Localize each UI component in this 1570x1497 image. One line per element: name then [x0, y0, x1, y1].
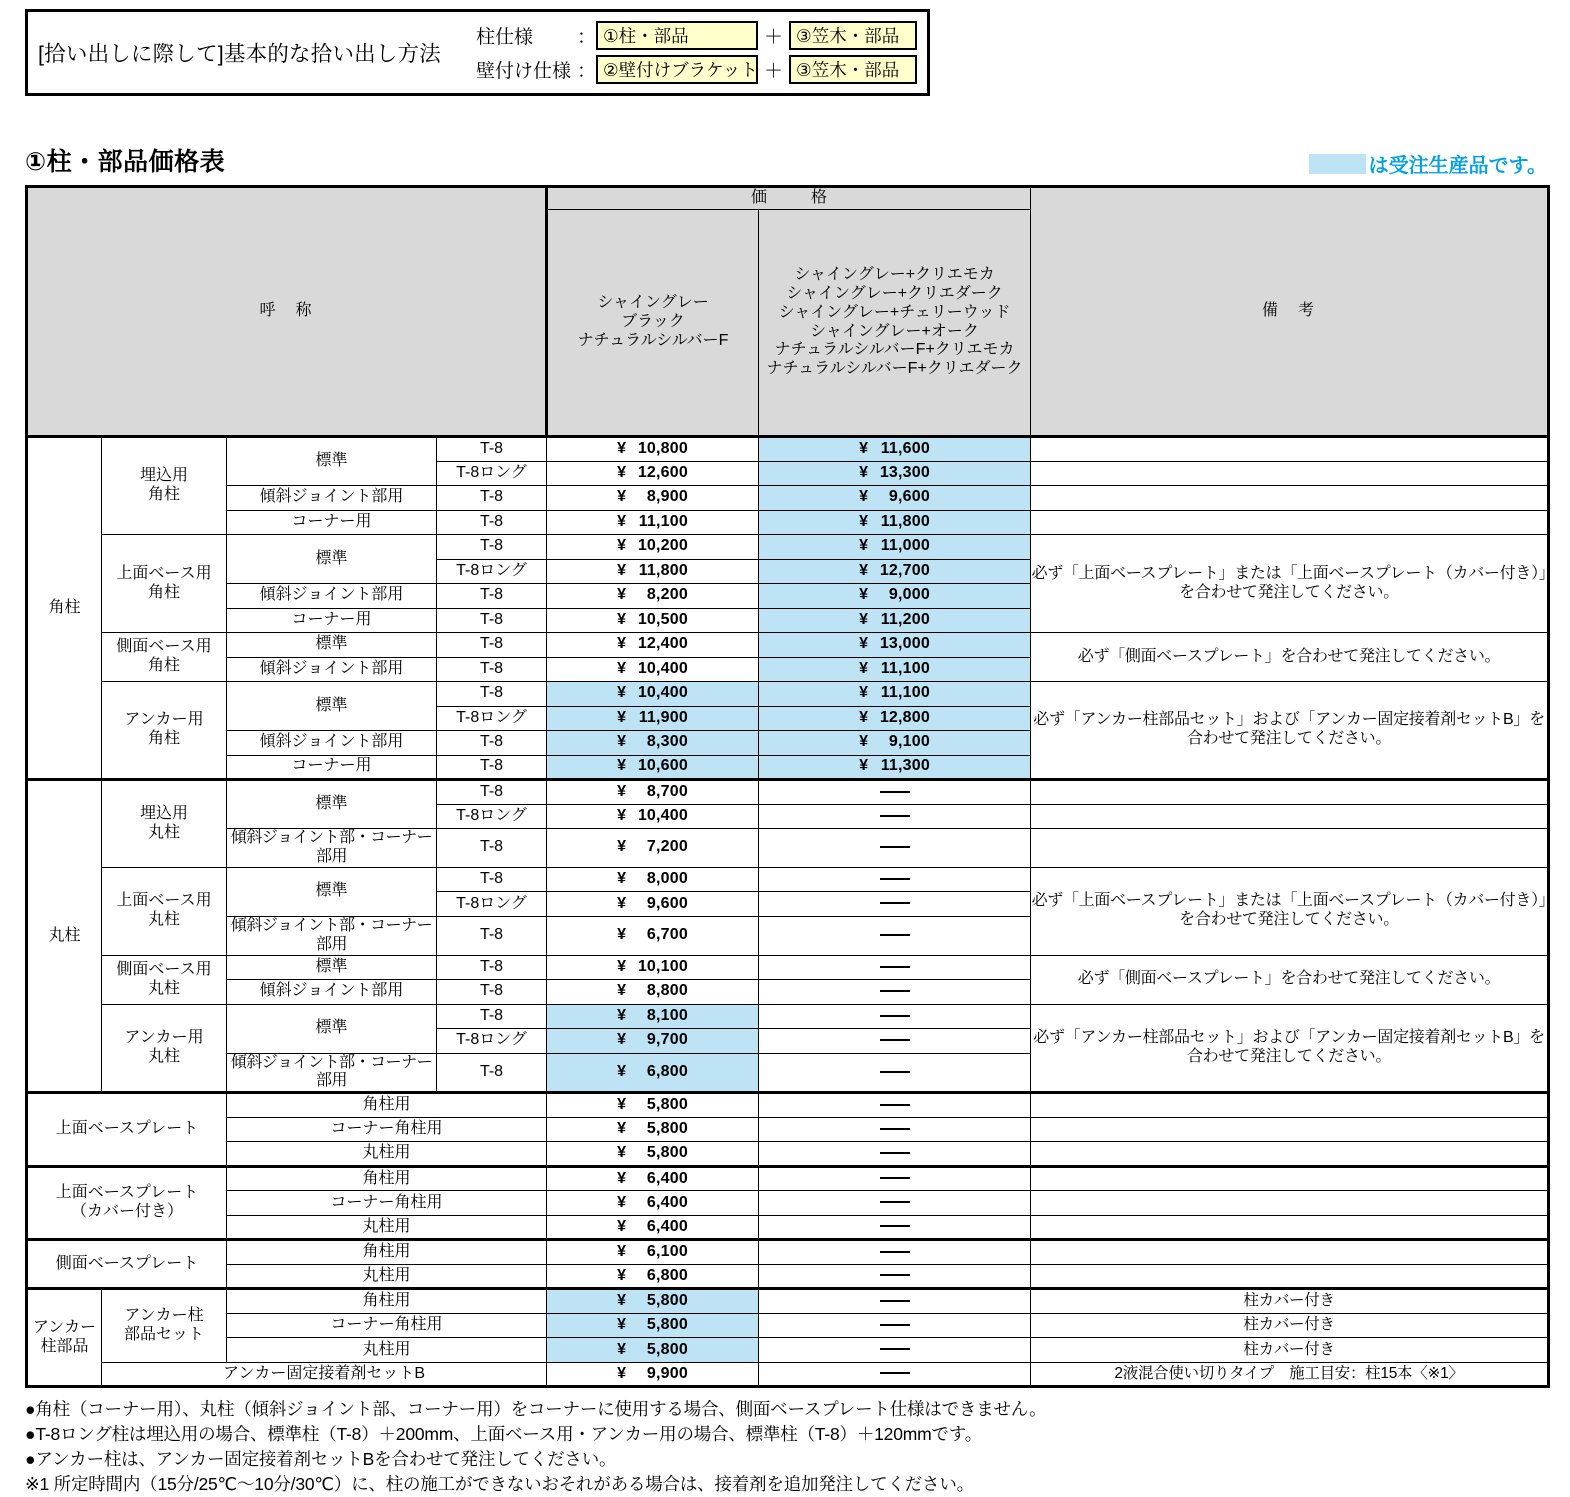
type-cell: 標準: [227, 437, 437, 486]
price-color-a-cell: ¥ 5,800: [547, 1093, 759, 1118]
price-color-a-cell: ¥ 9,900: [547, 1362, 759, 1387]
price-color-a-cell: ¥ 8,800: [547, 980, 759, 1005]
price-color-a-cell: ¥ 8,000: [547, 867, 759, 892]
size-cell: T-8: [437, 657, 547, 682]
size-cell: T-8ロング: [437, 706, 547, 731]
size-cell: T-8: [437, 980, 547, 1005]
no-price-dash: [880, 1201, 910, 1203]
no-price-dash: [880, 846, 910, 848]
plus-sign: ＋: [763, 27, 783, 48]
remarks-cell: [1031, 1240, 1549, 1265]
price-color-a-cell: ¥ 9,700: [547, 1029, 759, 1054]
remarks-cell: [1031, 486, 1549, 511]
type-cell: コーナー角柱用: [227, 1117, 547, 1142]
size-cell: T-8: [437, 731, 547, 756]
price-color-b-cell: ¥ 11,300: [759, 755, 1031, 780]
price-color-b-cell: [759, 1215, 1031, 1240]
type-cell: 丸柱用: [227, 1338, 547, 1363]
subgroup-cell: 側面ベースプレート: [27, 1240, 227, 1289]
price-color-a-cell: ¥ 12,600: [547, 461, 759, 486]
price-color-a-cell: ¥ 6,800: [547, 1264, 759, 1289]
price-color-b-cell: [759, 1029, 1031, 1054]
price-color-b-cell: [759, 1338, 1031, 1363]
no-price-dash: [880, 1177, 910, 1179]
price-color-b-cell: [759, 1117, 1031, 1142]
footnote-line: ●T-8ロング柱は埋込用の場合、標準柱（T-8）＋200mm、上面ベース用・アンカー用の場合、標準柱（T-8）＋120mmです。: [25, 1424, 983, 1445]
price-color-b-cell: [759, 1166, 1031, 1191]
price-color-b-cell: [759, 804, 1031, 829]
remarks-cell: 必ず「側面ベースプレート」を合わせて発注してください。: [1031, 955, 1549, 1004]
price-color-b-cell: ¥ 11,800: [759, 510, 1031, 535]
price-color-a-cell: ¥ 6,800: [547, 1053, 759, 1093]
type-cell: コーナー角柱用: [227, 1191, 547, 1216]
subgroup-cell: アンカー用 角柱: [102, 682, 227, 780]
price-color-b-cell: [759, 867, 1031, 892]
tag-kasagi-parts: ③笠木・部品: [789, 55, 917, 84]
type-cell: 標準: [227, 1004, 437, 1053]
size-cell: T-8: [437, 535, 547, 560]
remarks-cell: [1031, 1264, 1549, 1289]
price-color-a-cell: ¥ 11,100: [547, 510, 759, 535]
price-color-a-cell: ¥ 8,900: [547, 486, 759, 511]
price-color-a-cell: ¥ 5,800: [547, 1338, 759, 1363]
type-cell: 傾斜ジョイント部・コーナー部用: [227, 829, 437, 868]
footnote-line: ●アンカー柱は、アンカー固定接着剤セットBを合わせて発注してください。: [25, 1449, 617, 1470]
price-color-b-cell: [759, 1289, 1031, 1314]
type-cell: アンカー固定接着剤セットB: [102, 1362, 547, 1387]
price-color-b-cell: [759, 1240, 1031, 1265]
remarks-cell: [1031, 1166, 1549, 1191]
subgroup-cell: アンカー柱 部品セット: [102, 1289, 227, 1363]
remarks-cell: 必ず「上面ベースプレート」または「上面ベースプレート（カバー付き）」を合わせて発注してください。: [1031, 867, 1549, 955]
no-price-dash: [880, 1015, 910, 1017]
type-cell: 標準: [227, 633, 437, 658]
price-color-a-cell: ¥ 10,500: [547, 608, 759, 633]
type-cell: 丸柱用: [227, 1215, 547, 1240]
price-color-b-cell: [759, 1362, 1031, 1387]
subgroup-cell: 埋込用 角柱: [102, 437, 227, 535]
spec-label-text: 柱仕様: [475, 27, 533, 48]
remarks-cell: [1031, 1093, 1549, 1118]
no-price-dash: [880, 934, 910, 936]
size-cell: T-8ロング: [437, 892, 547, 917]
no-price-dash: [880, 878, 910, 880]
pickup-guide-title: [拾い出しに際して]基本的な拾い出し方法: [38, 42, 441, 66]
subgroup-cell: アンカー用 丸柱: [102, 1004, 227, 1093]
type-cell: コーナー用: [227, 755, 437, 780]
price-color-a-cell: ¥ 8,200: [547, 584, 759, 609]
price-color-a-cell: ¥ 10,600: [547, 755, 759, 780]
remarks-cell: 柱カバー付き: [1031, 1338, 1549, 1363]
tag-kasagi-parts: ③笠木・部品: [789, 21, 917, 50]
type-cell: 角柱用: [227, 1093, 547, 1118]
type-cell: 角柱用: [227, 1240, 547, 1265]
price-color-b-cell: [759, 980, 1031, 1005]
type-cell: コーナー角柱用: [227, 1313, 547, 1338]
size-cell: T-8ロング: [437, 461, 547, 486]
no-price-dash: [880, 791, 910, 793]
type-cell: 傾斜ジョイント部・コーナー部用: [227, 1053, 437, 1093]
price-color-a-cell: ¥ 5,800: [547, 1142, 759, 1167]
type-cell: 傾斜ジョイント部・コーナー部用: [227, 916, 437, 955]
no-price-dash: [880, 1300, 910, 1302]
remarks-cell: [1031, 829, 1549, 868]
price-color-a-cell: ¥ 11,900: [547, 706, 759, 731]
size-cell: T-8: [437, 867, 547, 892]
price-color-a-cell: ¥ 8,100: [547, 1004, 759, 1029]
no-price-dash: [880, 1251, 910, 1253]
price-color-b-cell: ¥ 11,100: [759, 657, 1031, 682]
type-cell: 角柱用: [227, 1289, 547, 1314]
remarks-cell: 必ず「上面ベースプレート」または「上面ベースプレート（カバー付き）」を合わせて発注してください。: [1031, 535, 1549, 633]
size-cell: T-8: [437, 1004, 547, 1029]
price-color-a-cell: ¥ 10,800: [547, 437, 759, 462]
price-color-b-cell: [759, 829, 1031, 868]
price-color-b-cell: [759, 1004, 1031, 1029]
spec-row-wall: [476, 55, 917, 84]
type-cell: 標準: [227, 535, 437, 584]
page-title: ①柱・部品価格表: [25, 148, 226, 176]
price-color-a-cell: ¥ 5,800: [547, 1313, 759, 1338]
remarks-cell: [1031, 510, 1549, 535]
price-color-a-cell: ¥ 8,700: [547, 780, 759, 805]
header-name: 呼 称: [27, 187, 547, 437]
no-price-dash: [880, 1071, 910, 1073]
type-cell: 角柱用: [227, 1166, 547, 1191]
price-color-a-cell: ¥ 11,800: [547, 559, 759, 584]
spec-row-pillar: [476, 21, 917, 50]
no-price-dash: [880, 966, 910, 968]
no-price-dash: [880, 1274, 910, 1276]
price-color-b-cell: [759, 916, 1031, 955]
remarks-cell: 柱カバー付き: [1031, 1313, 1549, 1338]
price-color-a-cell: ¥ 9,600: [547, 892, 759, 917]
price-color-b-cell: [759, 1093, 1031, 1118]
footnotes: [25, 1397, 1570, 1497]
size-cell: T-8: [437, 755, 547, 780]
no-price-dash: [880, 1324, 910, 1326]
group-cell: 丸柱: [27, 780, 102, 1093]
group-cell: アンカー 柱部品: [27, 1289, 102, 1387]
price-color-a-cell: ¥ 5,800: [547, 1289, 759, 1314]
type-cell: 標準: [227, 780, 437, 829]
tag-wall-bracket: ②壁付けブラケット: [596, 55, 758, 84]
size-cell: T-8ロング: [437, 1029, 547, 1054]
price-color-b-cell: ¥ 9,000: [759, 584, 1031, 609]
type-cell: 標準: [227, 955, 437, 980]
spec-label-text: 壁付け仕様: [475, 61, 571, 82]
pickup-spec-list: [476, 21, 917, 84]
subgroup-cell: 側面ベース用 角柱: [102, 633, 227, 682]
made-to-order-legend: [1309, 149, 1547, 178]
no-price-dash: [880, 1104, 910, 1106]
no-price-dash: [880, 1225, 910, 1227]
size-cell: T-8: [437, 437, 547, 462]
price-color-a-cell: ¥ 6,700: [547, 916, 759, 955]
size-cell: T-8ロング: [437, 804, 547, 829]
spec-colon: ：: [576, 61, 596, 82]
price-color-a-cell: ¥ 10,400: [547, 804, 759, 829]
remarks-cell: 必ず「アンカー柱部品セット」および「アンカー固定接着剤セットB」を合わせて発注してください。: [1031, 1004, 1549, 1093]
title-row: [25, 142, 1547, 178]
price-color-a-cell: ¥ 6,400: [547, 1166, 759, 1191]
no-price-dash: [880, 815, 910, 817]
no-price-dash: [880, 902, 910, 904]
size-cell: T-8: [437, 829, 547, 868]
price-color-b-cell: ¥ 9,600: [759, 486, 1031, 511]
remarks-cell: [1031, 1191, 1549, 1216]
size-cell: T-8: [437, 916, 547, 955]
price-color-b-cell: ¥ 12,700: [759, 559, 1031, 584]
price-color-a-cell: ¥ 10,100: [547, 955, 759, 980]
remarks-cell: 必ず「アンカー柱部品セット」および「アンカー固定接着剤セットB」を合わせて発注してください。: [1031, 682, 1549, 780]
price-color-a-cell: ¥ 10,400: [547, 657, 759, 682]
price-color-b-cell: [759, 780, 1031, 805]
type-cell: 傾斜ジョイント部用: [227, 980, 437, 1005]
price-color-b-cell: ¥ 11,000: [759, 535, 1031, 560]
price-color-a-cell: ¥ 10,200: [547, 535, 759, 560]
price-color-b-cell: [759, 1313, 1031, 1338]
type-cell: コーナー用: [227, 510, 437, 535]
size-cell: T-8: [437, 486, 547, 511]
remarks-cell: [1031, 437, 1549, 462]
price-color-a-cell: ¥ 10,400: [547, 682, 759, 707]
type-cell: 標準: [227, 867, 437, 916]
size-cell: T-8: [437, 682, 547, 707]
price-color-b-cell: ¥ 9,100: [759, 731, 1031, 756]
subgroup-cell: 上面ベースプレート: [27, 1093, 227, 1167]
subgroup-cell: 上面ベース用 丸柱: [102, 867, 227, 955]
price-color-a-cell: ¥ 7,200: [547, 829, 759, 868]
remarks-cell: [1031, 780, 1549, 805]
remarks-cell: 必ず「側面ベースプレート」を合わせて発注してください。: [1031, 633, 1549, 682]
header-remarks: 備 考: [1031, 187, 1549, 437]
type-cell: 傾斜ジョイント部用: [227, 486, 437, 511]
remarks-cell: 柱カバー付き: [1031, 1289, 1549, 1314]
price-color-b-cell: [759, 892, 1031, 917]
subgroup-cell: 側面ベース用 丸柱: [102, 955, 227, 1004]
group-cell: 角柱: [27, 437, 102, 780]
remarks-cell: [1031, 461, 1549, 486]
price-table-header: [27, 187, 1549, 437]
header-color-group-a: シャイングレー ブラック ナチュラルシルバーF: [547, 210, 759, 437]
subgroup-cell: 上面ベースプレート （カバー付き）: [27, 1166, 227, 1240]
no-price-dash: [880, 1372, 910, 1374]
legend-color-swatch: [1309, 154, 1366, 174]
subgroup-cell: 埋込用 丸柱: [102, 780, 227, 868]
price-color-b-cell: [759, 1142, 1031, 1167]
size-cell: T-8: [437, 608, 547, 633]
price-color-b-cell: [759, 1053, 1031, 1093]
price-color-b-cell: ¥ 13,000: [759, 633, 1031, 658]
no-price-dash: [880, 1348, 910, 1350]
size-cell: T-8: [437, 510, 547, 535]
price-color-a-cell: ¥ 5,800: [547, 1117, 759, 1142]
size-cell: T-8: [437, 584, 547, 609]
price-color-b-cell: ¥ 11,100: [759, 682, 1031, 707]
no-price-dash: [880, 990, 910, 992]
price-table-body: [27, 437, 1549, 1387]
tag-pillar-parts: ①柱・部品: [596, 21, 758, 50]
price-color-b-cell: ¥ 12,800: [759, 706, 1031, 731]
price-color-b-cell: ¥ 11,600: [759, 437, 1031, 462]
no-price-dash: [880, 1128, 910, 1130]
price-table: [25, 185, 1550, 1388]
price-color-a-cell: ¥ 8,300: [547, 731, 759, 756]
header-color-group-b: シャイングレー+クリエモカ シャイングレー+クリエダーク シャイングレー+チェリーウッド シャイングレー+オーク ナチュラルシルバーF+クリエモカ ナチュラルシルバーF+クリエダーク: [759, 210, 1031, 437]
type-cell: 丸柱用: [227, 1142, 547, 1167]
price-color-b-cell: ¥ 11,200: [759, 608, 1031, 633]
type-cell: 傾斜ジョイント部用: [227, 584, 437, 609]
price-color-b-cell: [759, 955, 1031, 980]
no-price-dash: [880, 1152, 910, 1154]
price-color-a-cell: ¥ 6,400: [547, 1191, 759, 1216]
subgroup-cell: 上面ベース用 角柱: [102, 535, 227, 633]
spec-colon: ：: [576, 27, 596, 48]
price-color-b-cell: [759, 1264, 1031, 1289]
legend-text: は受注生産品です。: [1368, 155, 1547, 177]
type-cell: 傾斜ジョイント部用: [227, 731, 437, 756]
price-color-b-cell: ¥ 13,300: [759, 461, 1031, 486]
remarks-cell: [1031, 804, 1549, 829]
remarks-cell: [1031, 1215, 1549, 1240]
remarks-cell: 2液混合使い切りタイプ 施工目安：柱15本〈※1〉: [1031, 1362, 1549, 1387]
pickup-guide-box: [25, 9, 930, 96]
size-cell: T-8: [437, 780, 547, 805]
plus-sign: ＋: [763, 61, 783, 82]
type-cell: 丸柱用: [227, 1264, 547, 1289]
size-cell: T-8: [437, 633, 547, 658]
price-color-b-cell: [759, 1191, 1031, 1216]
price-color-a-cell: ¥ 12,400: [547, 633, 759, 658]
spec-label-pillar: [476, 22, 596, 49]
price-color-a-cell: ¥ 6,100: [547, 1240, 759, 1265]
type-cell: コーナー用: [227, 608, 437, 633]
price-color-a-cell: ¥ 6,400: [547, 1215, 759, 1240]
type-cell: 傾斜ジョイント部用: [227, 657, 437, 682]
remarks-cell: [1031, 1117, 1549, 1142]
type-cell: 標準: [227, 682, 437, 731]
header-price: 価 格: [547, 187, 1031, 210]
size-cell: T-8: [437, 1053, 547, 1093]
size-cell: T-8ロング: [437, 559, 547, 584]
footnote-line: ●角柱（コーナー用）、丸柱（傾斜ジョイント部、コーナー用）をコーナーに使用する場合、側面ベースプレート仕様はできません。: [25, 1399, 1047, 1420]
footnote-line: ※1 所定時間内（15分/25℃～10分/30℃）に、柱の施工ができないおそれがある場合は、接着剤を追加発注してください。: [25, 1474, 974, 1495]
remarks-cell: [1031, 1142, 1549, 1167]
no-price-dash: [880, 1039, 910, 1041]
size-cell: T-8: [437, 955, 547, 980]
spec-label-wall: [476, 56, 596, 83]
